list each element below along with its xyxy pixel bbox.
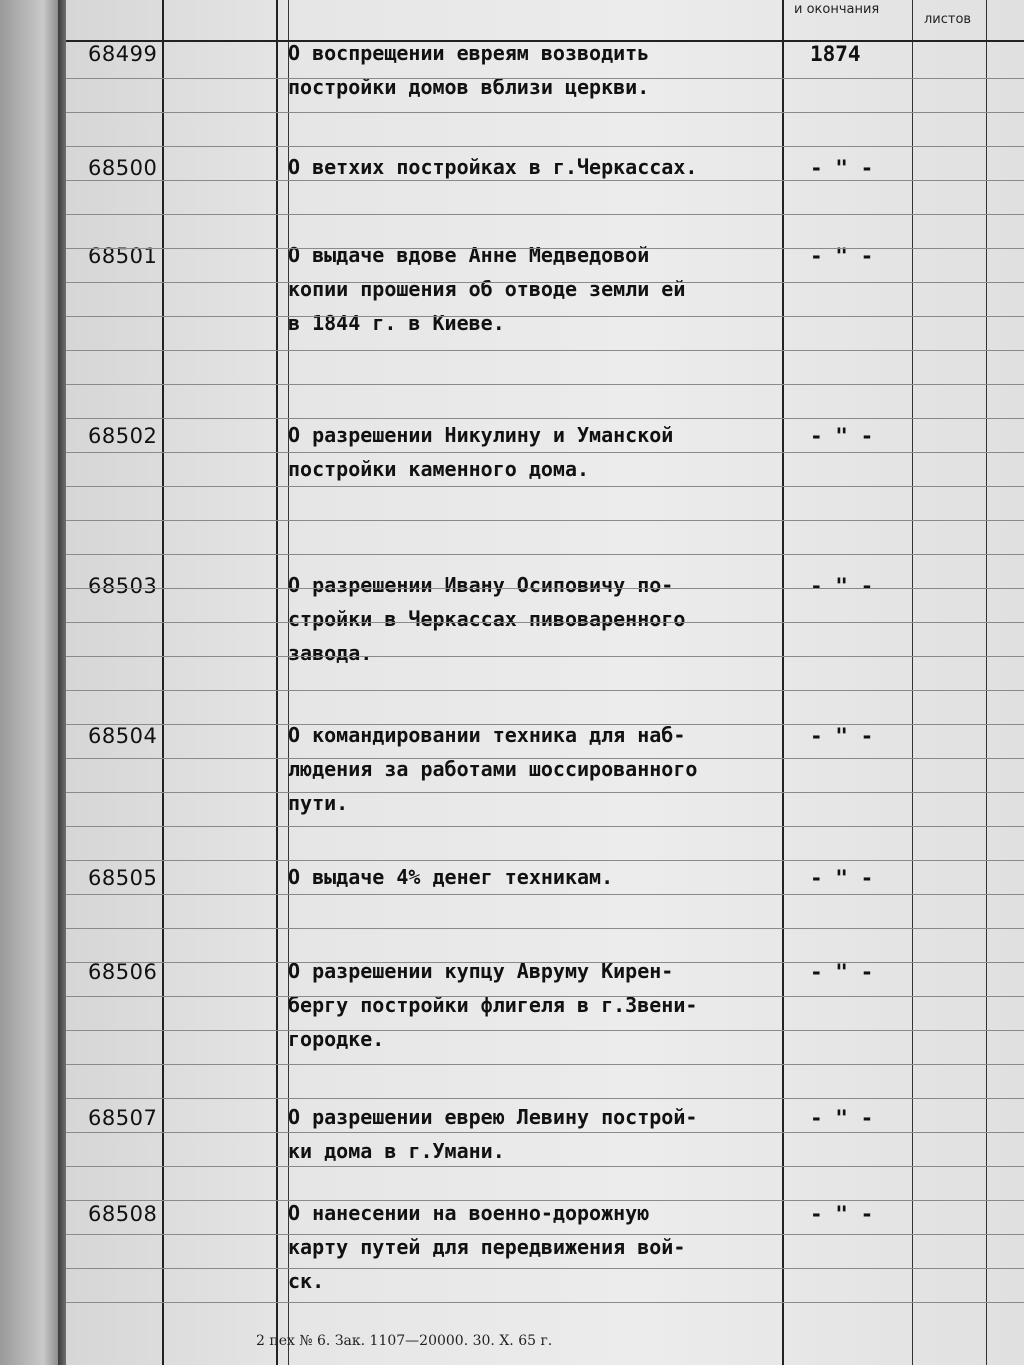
record-date: - " - bbox=[810, 244, 874, 268]
record-number: 68500 bbox=[88, 156, 158, 180]
ledger-rule bbox=[66, 1234, 1024, 1235]
record-title-line: людения за работами шоссированного bbox=[288, 757, 698, 781]
record-title bbox=[288, 36, 778, 104]
ledger-rule bbox=[66, 792, 1024, 793]
record-title bbox=[288, 238, 778, 340]
record-title-line: завода. bbox=[288, 641, 373, 665]
record-title-line: О разрешении Никулину и Уманской bbox=[288, 423, 674, 447]
ledger-rule bbox=[66, 452, 1024, 453]
ledger-rule bbox=[66, 1268, 1024, 1269]
record-number: 68507 bbox=[88, 1106, 158, 1130]
ledger-rule bbox=[66, 962, 1024, 963]
column-header-end-date: и окончания bbox=[794, 2, 880, 17]
ledger-rule bbox=[66, 486, 1024, 487]
record-title bbox=[288, 568, 778, 670]
ledger-rule bbox=[66, 1098, 1024, 1099]
ledger-rule bbox=[66, 1132, 1024, 1133]
record-title-line: постройки каменного дома. bbox=[288, 457, 590, 481]
ledger-rule bbox=[66, 1030, 1024, 1031]
record-title bbox=[288, 150, 778, 184]
record-date: - " - bbox=[810, 156, 874, 180]
record-title bbox=[288, 718, 778, 820]
record-date: - " - bbox=[810, 960, 874, 984]
column-header-sheets: листов bbox=[924, 12, 972, 27]
ledger-rule bbox=[66, 78, 1024, 79]
record-title-line: пути. bbox=[288, 791, 349, 815]
ledger-rule bbox=[66, 316, 1024, 317]
ledger-rule bbox=[66, 112, 1024, 113]
record-title-line: О ветхих постройках в г.Черкассах. bbox=[288, 155, 698, 179]
record-title-line: в 1844 г. в Киеве. bbox=[288, 311, 505, 335]
ledger-rule bbox=[66, 826, 1024, 827]
record-title-line: О воспрещении евреям возводить bbox=[288, 41, 650, 65]
record-title-line: постройки домов вблизи церкви. bbox=[288, 75, 650, 99]
record-number: 68502 bbox=[88, 424, 158, 448]
ledger-rule bbox=[66, 418, 1024, 419]
record-date: - " - bbox=[810, 1202, 874, 1226]
ledger-rule bbox=[66, 724, 1024, 725]
column-divider bbox=[782, 0, 784, 1365]
record-title-line: О разрешении Ивану Осиповичу по- bbox=[288, 573, 674, 597]
record-title bbox=[288, 1100, 778, 1168]
ledger-rule bbox=[66, 1200, 1024, 1201]
record-title bbox=[288, 860, 778, 894]
ledger-rule bbox=[66, 248, 1024, 249]
ledger-rule bbox=[66, 690, 1024, 691]
record-number: 68503 bbox=[88, 574, 158, 598]
ledger-rule bbox=[66, 180, 1024, 181]
column-divider bbox=[162, 0, 164, 1365]
record-number: 68501 bbox=[88, 244, 158, 268]
record-title-line: О командировании техника для наб- bbox=[288, 723, 686, 747]
ledger-rule bbox=[66, 1166, 1024, 1167]
ledger-rule bbox=[66, 928, 1024, 929]
ledger-rule bbox=[66, 520, 1024, 521]
record-date: - " - bbox=[810, 724, 874, 748]
register-page bbox=[66, 0, 1024, 1365]
ledger-rule bbox=[66, 1302, 1024, 1303]
record-title-line: ки дома в г.Умани. bbox=[288, 1139, 505, 1163]
ledger-rule bbox=[66, 894, 1024, 895]
record-date: - " - bbox=[810, 424, 874, 448]
record-number: 68499 bbox=[88, 42, 158, 66]
ledger-rule bbox=[66, 214, 1024, 215]
ledger-rule bbox=[66, 758, 1024, 759]
record-date: - " - bbox=[810, 574, 874, 598]
record-title-line: О разрешении купцу Авруму Кирен- bbox=[288, 959, 674, 983]
ledger-rule bbox=[66, 588, 1024, 589]
record-title-line: О выдаче вдове Анне Медведовой bbox=[288, 243, 650, 267]
ledger-rule bbox=[66, 554, 1024, 555]
ledger-rule bbox=[66, 860, 1024, 861]
ledger-rule bbox=[66, 622, 1024, 623]
column-divider bbox=[912, 0, 913, 1365]
ledger-rule bbox=[66, 282, 1024, 283]
record-date: 1874 bbox=[810, 42, 861, 66]
column-divider bbox=[986, 0, 987, 1365]
left-page-edge bbox=[0, 0, 62, 1365]
column-divider bbox=[276, 0, 278, 1365]
record-number: 68505 bbox=[88, 866, 158, 890]
record-title-line: ск. bbox=[288, 1269, 325, 1293]
record-date: - " - bbox=[810, 866, 874, 890]
ledger-rule bbox=[66, 656, 1024, 657]
record-title-line: О разрешении еврею Левину построй- bbox=[288, 1105, 698, 1129]
record-number: 68506 bbox=[88, 960, 158, 984]
print-footer: 2 пех № 6. Зак. 1107—20000. 30. X. 65 г. bbox=[256, 1333, 553, 1349]
record-title-line: карту путей для передвижения вой- bbox=[288, 1235, 686, 1259]
record-number: 68508 bbox=[88, 1202, 158, 1226]
record-title-line: стройки в Черкассах пивоваренного bbox=[288, 607, 686, 631]
record-date: - " - bbox=[810, 1106, 874, 1130]
record-title bbox=[288, 1196, 778, 1298]
record-title-line: бергу постройки флигеля в г.Звени- bbox=[288, 993, 698, 1017]
record-number: 68504 bbox=[88, 724, 158, 748]
record-title-line: городке. bbox=[288, 1027, 385, 1051]
record-title-line: О выдаче 4% денег техникам. bbox=[288, 865, 614, 889]
record-title-line: копии прошения об отводе земли ей bbox=[288, 277, 686, 301]
ledger-rule bbox=[66, 146, 1024, 147]
ledger-rule bbox=[66, 1064, 1024, 1065]
ledger-rule bbox=[66, 384, 1024, 385]
ledger-rule bbox=[66, 996, 1024, 997]
record-title bbox=[288, 954, 778, 1056]
ledger-rule bbox=[66, 350, 1024, 351]
record-title-line: О нанесении на военно-дорожную bbox=[288, 1201, 650, 1225]
